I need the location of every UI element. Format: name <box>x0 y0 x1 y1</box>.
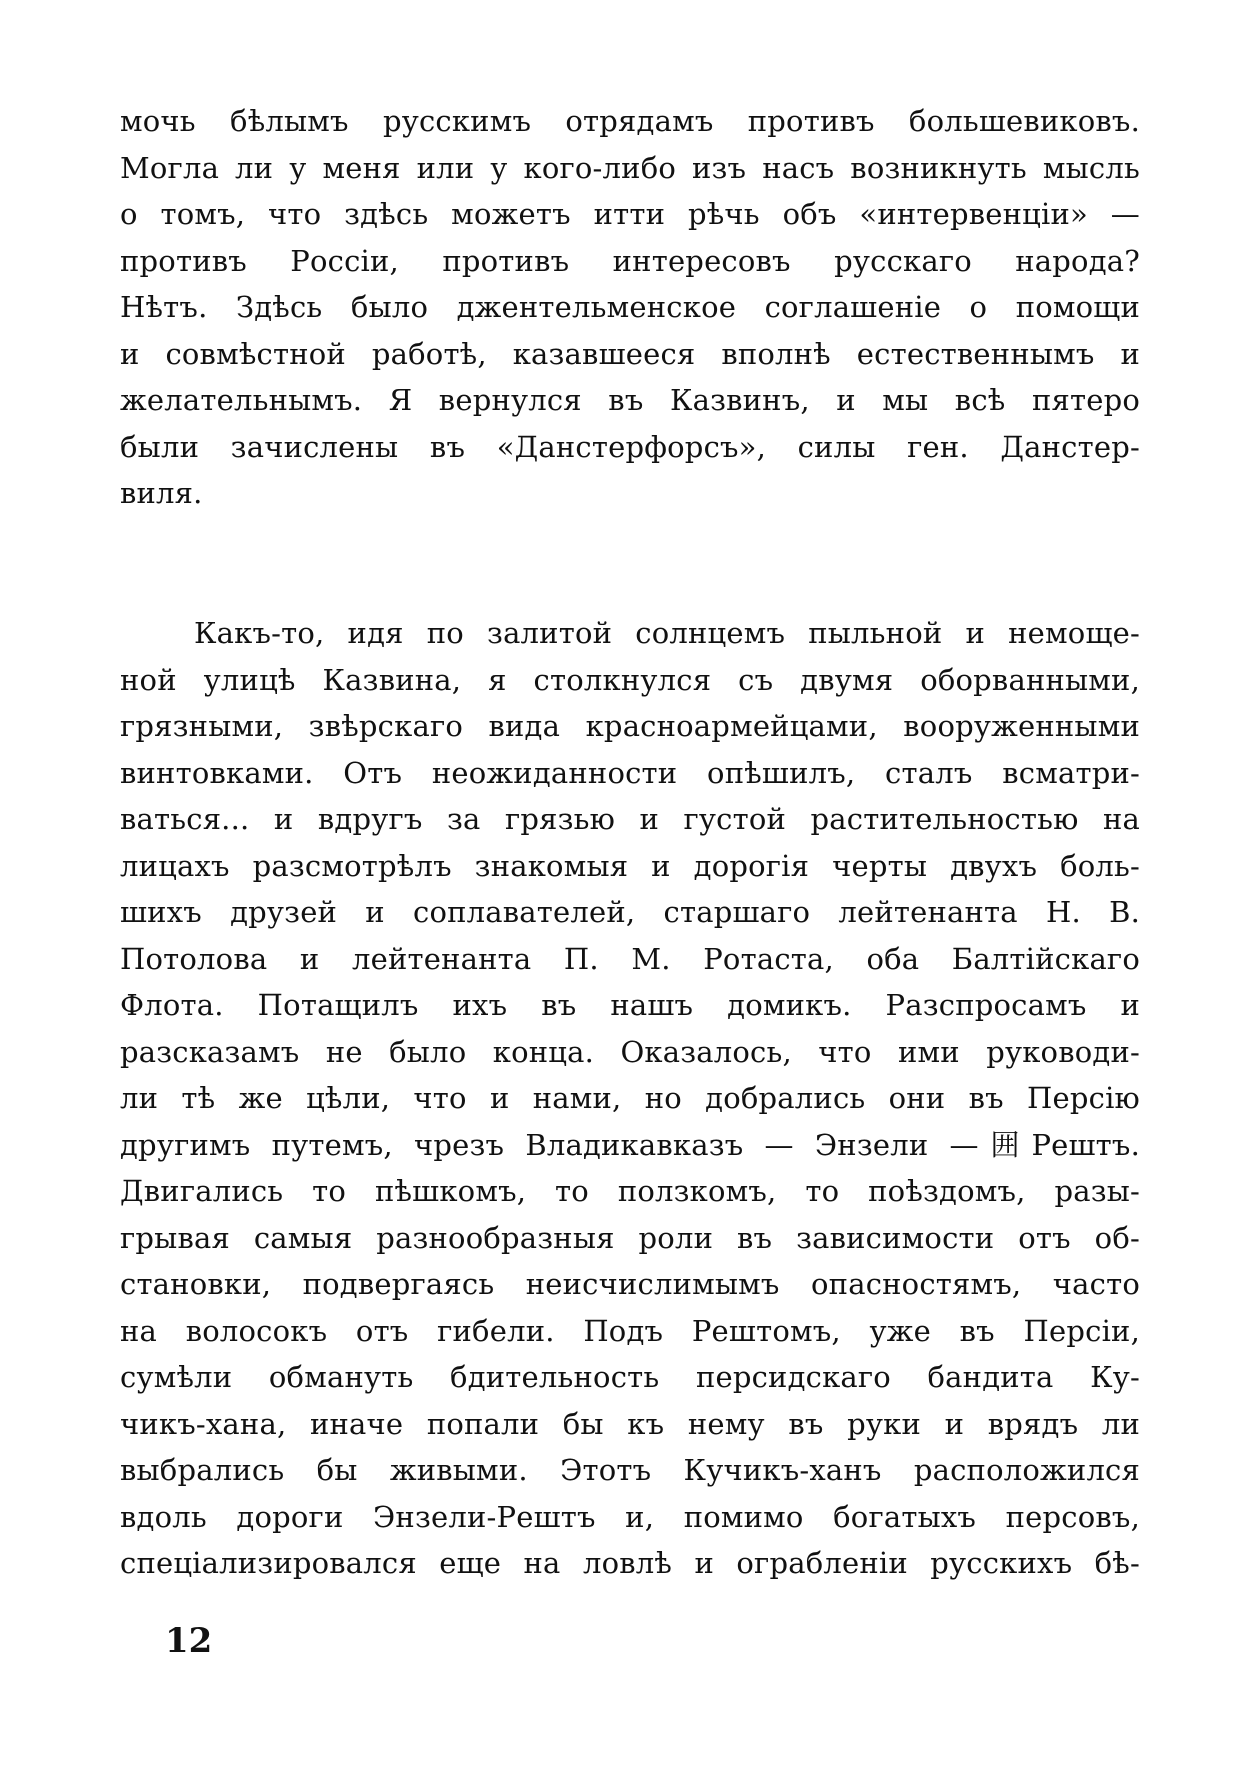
text-line: были зачислены въ «Данстерфорсъ», силы ген. Данстер- <box>120 429 1140 464</box>
text-line: и совмѣстной работѣ, казавшееся вполнѣ естественнымъ и <box>120 336 1140 371</box>
text-line: Потолова и лейтенанта П. М. Ротаста, оба Балтійскаго <box>120 941 1140 976</box>
text-line: грывая самыя разнообразныя роли въ зависимости отъ об- <box>120 1220 1140 1255</box>
text-line: мочь бѣлымъ русскимъ отрядамъ противъ большевиковъ. <box>120 104 1140 138</box>
text-line: сумѣли обмануть бдительность персидскаго бандита Ку- <box>120 1360 1140 1394</box>
text-line-indented: Какъ-то, идя по залитой солнцемъ пыльной и немощe- <box>194 616 1140 650</box>
text-line: Флота. Потащилъ ихъ въ нашъ домикъ. Разспросамъ и <box>120 988 1140 1022</box>
text-line: ваться... и вдругъ за грязью и густой растительностью на <box>120 802 1140 836</box>
text-line: вдоль дороги Энзели-Рештъ и, помимо богатыхъ персовъ, <box>120 1499 1140 1534</box>
paragraph-2 <box>120 610 1140 1587</box>
text-line: становки, подвергаясь неисчислимымъ опасностямъ, часто <box>120 1267 1140 1301</box>
text-line: ли тѣ же цѣли, что и нами, но добрались они въ Персію <box>120 1081 1140 1115</box>
text-line: желательнымъ. Я вернулся въ Казвинъ, и мы всѣ пятеро <box>120 383 1140 417</box>
page-number: 12 <box>165 1621 213 1661</box>
paragraph-1 <box>120 98 1140 517</box>
text-line: грязными, звѣрскаго вида красноармейцами, вооруженными <box>120 709 1140 743</box>
text-line: Двигались то пѣшкомъ, то ползкомъ, то поѣздомъ, разы- <box>120 1174 1140 1208</box>
text-line: противъ Россіи, противъ интересовъ русскаго народа? <box>120 243 1140 278</box>
text-line: ной улицѣ Казвина, я столкнулся съ двумя оборванными, <box>120 662 1140 697</box>
text-line: спеціализировался еще на ловлѣ и ограбленіи русскихъ бѣ- <box>120 1546 1140 1580</box>
text-line: Нѣтъ. Здѣсь было джентельменское соглашеніе о помощи <box>120 290 1140 324</box>
text-line: чикъ-хана, иначе попали бы къ нему въ руки и врядъ ли <box>120 1406 1140 1441</box>
text-line: винтовками. Отъ неожиданности опѣшилъ, сталъ всматри- <box>120 755 1140 790</box>
text-line: виля. <box>120 476 203 510</box>
text-line: выбрались бы живыми. Этотъ Кучикъ-ханъ расположился <box>120 1453 1140 1487</box>
text-line: о томъ, что здѣсь можетъ итти рѣчь объ «интервенціи» — <box>120 197 1140 231</box>
text-line: шихъ друзей и соплавателей, старшаго лейтенанта Н. В. <box>120 895 1140 929</box>
text-line: Могла ли у меня или у кого-либо изъ насъ возникнуть мысль <box>120 150 1140 185</box>
text-line: на волосокъ отъ гибели. Подъ Рештомъ, уже въ Персіи, <box>120 1313 1140 1348</box>
text-line: другимъ путемъ, чрезъ Владикавказъ — Энзели —囲Рештъ. <box>120 1127 1140 1162</box>
text-line: разсказамъ не было конца. Оказалось, что ими руководи- <box>120 1034 1140 1069</box>
text-line: лицахъ разсмотрѣлъ знакомыя и дорогія черты двухъ боль- <box>120 848 1140 883</box>
